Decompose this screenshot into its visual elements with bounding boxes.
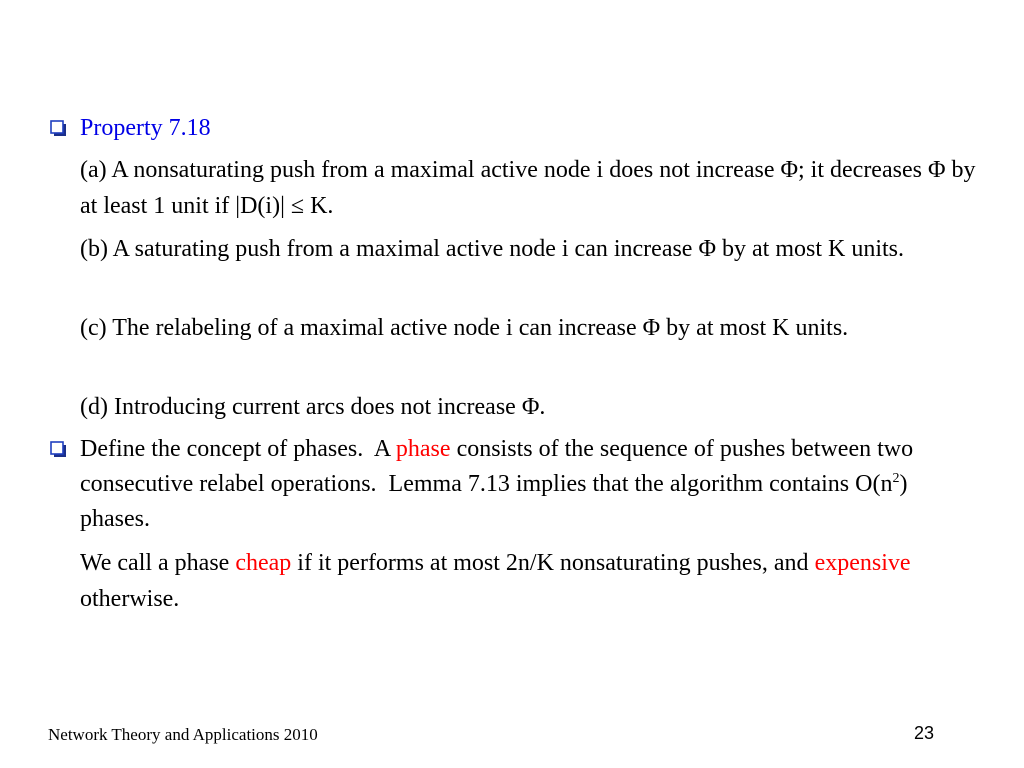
phases-end: ) phases.	[80, 471, 908, 532]
cheap-part3: otherwise.	[80, 586, 180, 612]
property-title: Property 7.18	[80, 115, 211, 141]
checkbox-icon	[50, 441, 67, 458]
phases-intro: Define the concept of phases. A	[80, 436, 396, 462]
phases-definition	[80, 432, 975, 537]
footer-course: Network Theory and Applications 2010	[48, 725, 318, 744]
cheap-part1: We call a phase	[80, 550, 236, 576]
expensive-term: expensive	[814, 550, 911, 576]
page-number: 23	[914, 723, 935, 743]
property-item-a: (a) A nonsaturating push from a maximal active node i does not increase Φ; it decreases Φ by at least 1 unit if |D(i)| ≤ K.	[80, 157, 976, 219]
property-item-d: (d) Introducing current arcs does not increase Φ.	[80, 394, 546, 420]
phases-rest: consists of the sequence of pushes between two consecutive relabel operations. Lemma 7.13 implies that the algorithm contains O(n	[80, 436, 914, 497]
phases-exponent: 2	[892, 471, 900, 486]
cheap-term: cheap	[235, 550, 292, 576]
cheap-expensive-definition	[80, 545, 980, 617]
property-item-c: (c) The relabeling of a maximal active node i can increase Φ by at most K units.	[80, 315, 849, 341]
phase-term: phase	[395, 436, 451, 462]
property-item-b: (b) A saturating push from a maximal active node i can increase Φ by at most K units.	[80, 236, 905, 262]
checkbox-icon	[50, 120, 67, 137]
cheap-part2: if it performs at most 2n/K nonsaturating pushes, and	[291, 550, 815, 576]
